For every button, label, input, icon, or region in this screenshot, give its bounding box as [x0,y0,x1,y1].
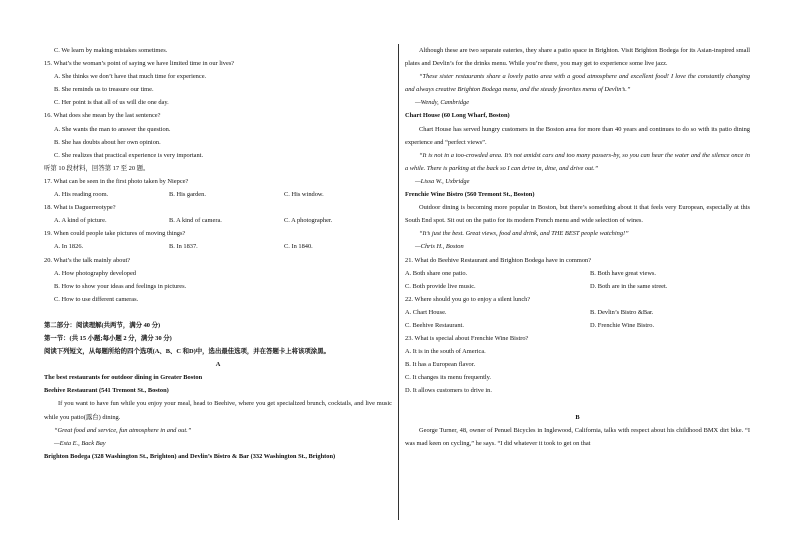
part-heading: 第二部分：阅读理解(共两节，满分 40 分) [44,321,161,329]
spacer [405,398,750,411]
listening-instruction: 听第 10 段材料，回答第 17 至 20 题。 [44,164,150,172]
restaurant-heading: Frenchie Wine Bistro (560 Tremont St., Boston) [405,191,535,199]
question-18: 18. What is Daguerreotype? [44,204,116,212]
option-text: A. She thinks we don’t have that much time for experience. [54,73,207,81]
passage-body: George Turner, 48, owner of Penuel Bicycles in Inglewood, California, talks with respect about his childhood BMX dirt bike. “I was mad keen on cycling,” he says. “I did whatever it took to get on that [405,426,750,447]
option-text: B. His garden. [169,191,206,199]
spacer [44,306,392,319]
review-quote: “Great food and service, fun atmosphere in and out.” [54,426,192,434]
option-text: A. Chart House. [405,308,447,316]
option-text: A. In 1826. [54,243,84,251]
restaurant-heading: Brighton Bodega (328 Washington St., Brighton) and Devlin’s Bistro & Bar (332 Washington St., Brighton) [44,452,336,460]
option-text: B. Devlin’s Bistro &Bar. [590,308,654,316]
passage-label: A [215,361,221,369]
right-column [405,44,750,450]
review-quote: “It’s just the best. Great views, food and drink, and THE BEST people watching!” [419,230,629,238]
options-row [44,188,392,201]
restaurant-description: Chart House has served hungry customers in the Boston area for more than 40 years and continues to do so with its patio dining experience and “perfect views”. [405,125,750,146]
question-17: 17. What can be seen in the first photo taken by Niepce? [44,177,189,185]
option-text: D. It allows customers to drive in. [405,387,492,395]
option-text: C. She realizes that practical experience is very important. [54,151,204,159]
option-text: D. Frenchie Wine Bistro. [590,321,655,329]
restaurant-heading: Chart House (60 Long Wharf, Boston) [405,112,510,120]
passage-label: B [575,413,580,421]
option-text: B. A kind of camera. [169,217,222,225]
option-text: C. How to use different cameras. [54,295,139,303]
option-text: A. It is in the south of America. [405,348,486,356]
restaurant-heading: Beehive Restaurant (541 Tremont St., Boston) [44,387,169,395]
option-text: A. A kind of picture. [54,217,107,225]
review-quote: “It is not in a too-crowded area. It’s not amidst cars and too many passers-by, so you can hear the water and the silence once in a while. There is parking at the back so I can drive in, dine, and drive out.” [405,151,750,172]
left-column [44,44,392,463]
option-text: A. She wants the man to answer the question. [54,125,171,133]
question-23: 23. What is special about Frenchie Wine Bistro? [405,335,529,343]
options-row [44,240,392,253]
restaurant-description: If you want to have fun while you enjoy your meal, head to Beehive, where you get specialized brunch, cocktails, and live music while you patio(露台) dining. [44,400,392,421]
review-signature: —Lissa W., Uxbridge [415,177,470,185]
question-21: 21. What do Beehive Restaurant and Brighton Bodega have in common? [405,256,592,264]
review-signature: —Chris H., Boston [415,243,464,251]
option-text: C. Beehive Restaurant. [405,321,464,329]
reading-instruction: 阅读下列短文，从每题所给的四个选项(A、B、C 和D)中，选出最佳选项，并在答题卡上将该项涂黑。 [44,348,330,356]
review-signature: —Esta E., Back Bay [54,439,106,447]
options-row [405,319,750,332]
option-text: A. How photography developed [54,269,136,277]
option-text: B. In 1837. [169,243,198,251]
option-text: A. His reading room. [54,191,109,199]
section-heading: 第一节：(共 15 小题;每小题 2 分，满分 30 分) [44,334,172,342]
question-15: 15. What’s the woman’s point of saying we have limited time in our lives? [44,60,235,68]
restaurant-description: Outdoor dining is becoming more popular in Boston, but there’s something about it that feels very European, especially at this South End spot. Sit out on the patio for its modern French menu and wide selection of wines. [405,204,750,225]
options-row [405,267,750,280]
option-text: C. A photographer. [284,217,333,225]
option-text: B. She reminds us to treasure our time. [54,86,154,94]
question-16: 16. What does she mean by the last sentence? [44,112,161,120]
option-text: D. Both are in the same street. [590,282,668,290]
restaurant-description: Although these are two separate eateries, they share a patio space in Brighton. Visit Brighton Bodega for its Asian-inspired small plates and Devlin’s for the drinks menu. While you’re there, you may get to experience some live jazz. [405,47,750,68]
option-text: B. How to show your ideas and feelings in pictures. [54,282,187,290]
option-text: C. We learn by making mistakes sometimes. [54,47,168,54]
options-row [405,280,750,293]
option-text: B. She has doubts about her own opinion. [54,138,161,146]
column-divider [398,44,399,520]
question-22: 22. Where should you go to enjoy a silent lunch? [405,295,531,303]
passage-title: The best restaurants for outdoor dining in Greater Boston [44,374,203,382]
review-signature: —Wendy, Cambridge [415,99,470,107]
option-text: C. Both provide live music. [405,282,476,290]
option-text: A. Both share one patio. [405,269,468,277]
option-text: C. Her point is that all of us will die one day. [54,99,169,107]
option-text: B. It has a European flavor. [405,361,476,369]
option-text: B. Both have great views. [590,269,657,277]
review-quote: “These sister restaurants share a lovely patio area with a good atmosphere and excellent food! I love the constantly changing and always creative Brighton Bodega menu, and the steady favorites menu of Devlin’s.” [405,73,750,94]
option-text: C. It changes its menu frequently. [405,374,492,382]
options-row [405,306,750,319]
question-19: 19. When could people take pictures of moving things? [44,230,186,238]
option-text: C. In 1840. [284,243,313,251]
options-row [44,214,392,227]
question-20: 20. What’s the talk mainly about? [44,256,131,264]
option-text: C. His window. [284,191,324,199]
